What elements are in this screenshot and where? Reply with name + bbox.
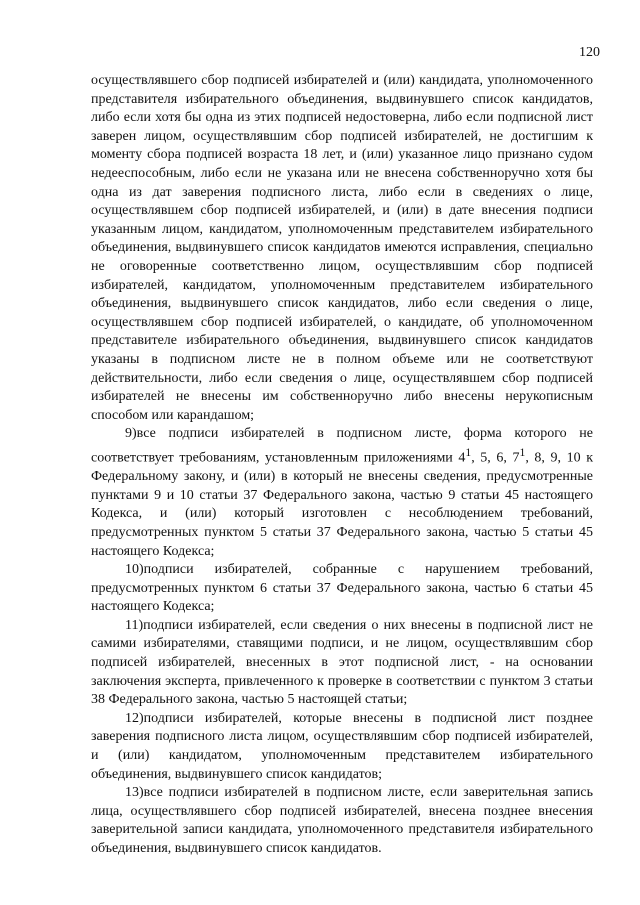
page-number: 120 <box>579 45 600 60</box>
list-item-10: 10)подписи избирателей, собранные с нарушением требований, предусмотренных пунктом 6 статьи 37 Федерального закона, частью 6 статьи 45 настоящего Кодекса; <box>91 562 593 615</box>
superscript-2: 1 <box>519 445 526 459</box>
list-item-11: 11)подписи избирателей, если сведения о них внесены в подписной лист не самими избирателями, ставящими подписи, и не лицом, осуществлявшим сбор подписей избирателей, внесенных в этот подписной лист, - на основании заключения эксперта, привлеченного к проверке в соответствии с пунктом 3 статьи 38 Федерального закона, частью 5 настоящей статьи; <box>91 617 593 708</box>
document-body <box>91 72 593 859</box>
list-item-9-text-start: 9)все подписи избирателей в подписном листе, форма которого не соответствует требованиям, установленным приложениями 4 <box>91 426 593 466</box>
list-item-12: 12)подписи избирателей, которые внесены в подписной лист позднее заверения подписного листа лицом, осуществлявшим сбор подписей избирателей, и (или) кандидатом, уполномоченным представителем избирательного объединения, выдвинувшего список кандидатов; <box>91 710 593 782</box>
list-item-9-text-middle: , 5, 6, 7 <box>471 450 520 466</box>
continuation-paragraph: осуществлявшего сбор подписей избирателей и (или) кандидата, уполномоченного представителя избирательного объединения, выдвинувшего список кандидатов, либо если хотя бы одна из этих подписей недостоверна, либо если подписной лист заверен лицом, осуществлявшим сбор подписей избирателей, не достигшим к моменту сбора подписей возраста 18 лет, и (или) указанное лицо признано судом недееспособным, либо если не указана или не внесена собственноручно хотя бы одна из дат заверения подписного листа, либо если в сведениях о лице, осуществлявшем сбор подписей избирателей, и (или) в дате внесения подписи указанным лицом, кандидатом, уполномоченным представителем избирательного объединения, выдвинувшего список кандидатов имеются исправления, специально не оговоренные соответственно лицом, осуществлявшим сбор подписей избирателей, кандидатом, уполномоченным представителем избирательного объединения, выдвинувшего список кандидатов, либо если сведения о лице, осуществлявшем сбор подписей избирателей, о кандидате, об уполномоченном представителе избирательного объединения, выдвинувшего список кандидатов указаны в подписном листе не в полном объеме или не соответствуют действительности, либо если сведения о лице, осуществлявшем сбор подписей избирателей не внесены им собственноручно либо внесены нерукописным способом или карандашом; <box>91 73 593 423</box>
list-item-9-text-end: , 8, 9, 10 к Федеральному закону, и (или) в который не внесены сведения, предусмотренные пунктами 9 и 10 статьи 37 Федерального закона, частью 9 статьи 45 настоящего Кодекса, и (или) который изготовлен с несоблюдением требований, предусмотренных пунктом 5 статьи 37 Федерального закона, частью 5 статьи 45 настоящего Кодекса; <box>91 450 593 559</box>
list-item-9 <box>91 425 593 561</box>
list-item-13: 13)все подписи избирателей в подписном листе, если заверительная запись лица, осуществлявшего сбор подписей избирателей, внесена позднее внесения заверительной записи кандидата, уполномоченного представителя избирательного объединения, выдвинувшего список кандидатов. <box>91 785 593 856</box>
superscript-1: 1 <box>465 445 472 459</box>
